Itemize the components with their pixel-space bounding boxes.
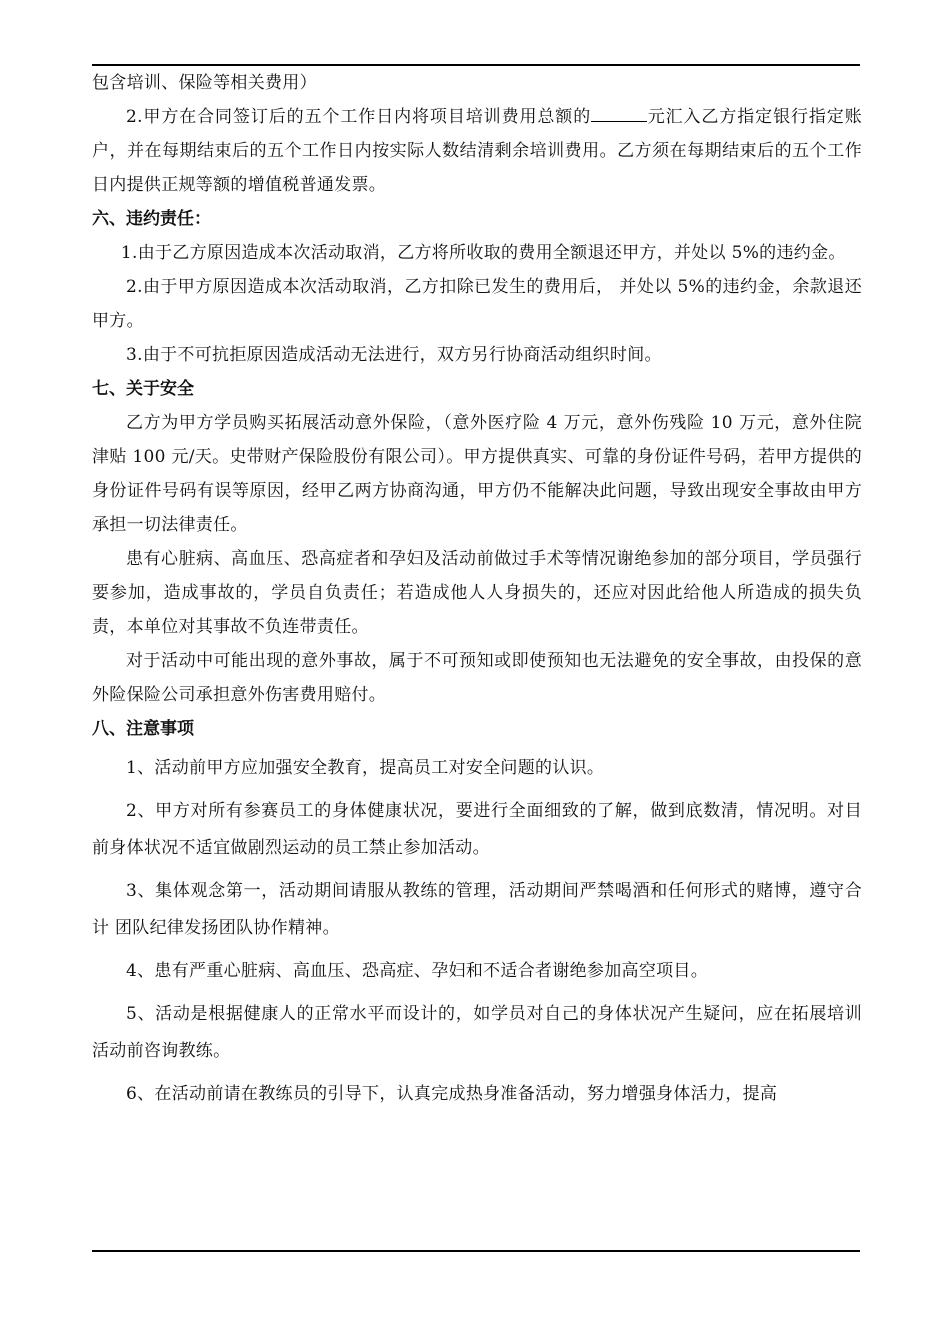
section-8-item: 2、甲方对所有参赛员工的身体健康状况，要进行全面细致的了解，做到底数清，情况明。对目前身体状况不适宜做剧烈运动的员工禁止参加活动。 — [92, 801, 862, 858]
section-8-item: 6、在活动前请在教练员的引导下，认真完成热身准备活动，努力增强身体活力，提高 — [126, 1084, 778, 1104]
section-8-item: 1、活动前甲方应加强安全教育，提高员工对安全问题的认识。 — [126, 758, 605, 778]
payment-clause — [92, 100, 862, 202]
section-7-paragraph: 对于活动中可能出现的意外事故，属于不可预知或即使预知也无法避免的安全事故，由投保的意外险保险公司承担意外伤害费用赔付。 — [92, 651, 862, 705]
section-6-item: 1.由于乙方原因造成本次活动取消，乙方将所收取的费用全额退还甲方，并处以 5%的违约金。 — [120, 243, 846, 263]
intro-line: 包含培训、保险等相关费用） — [92, 73, 317, 93]
amount-blank — [591, 103, 647, 122]
section-8-item: 3、集体观念第一，活动期间请服从教练的管理，活动期间严禁喝酒和任何形式的赌博，遵守合计 团队纪律发扬团队协作精神。 — [92, 881, 862, 938]
section-8-item: 4、患有严重心脏病、高血压、恐高症、孕妇和不适合者谢绝参加高空项目。 — [126, 961, 709, 981]
section-8-item: 5、活动是根据健康人的正常水平而设计的，如学员对自己的身体状况产生疑问，应在拓展培训活动前咨询教练。 — [92, 1004, 862, 1061]
section-6-item: 2.由于甲方原因造成本次活动取消，乙方扣除已发生的费用后， 并处以 5%的违约金，余款退还甲方。 — [92, 277, 862, 331]
section-6-item: 3.由于不可抗拒原因造成活动无法进行，双方另行协商活动组织时间。 — [126, 345, 662, 365]
document-page — [92, 66, 862, 1119]
footer-rule — [92, 1250, 860, 1252]
section-6-title: 六、违约责任： — [92, 209, 211, 229]
section-7-paragraph: 患有心脏病、高血压、恐高症者和孕妇及活动前做过手术等情况谢绝参加的部分项目，学员强行要参加，造成事故的，学员自负责任；若造成他人人身损失的，还应对因此给他人所造成的损失负责，本单位对其事故不负连带责任。 — [92, 549, 862, 637]
section-8-title: 八、注意事项 — [92, 719, 194, 739]
payment-text-before: 2.甲方在合同签订后的五个工作日内将项目培训费用总额的 — [126, 107, 592, 127]
section-8 — [92, 712, 862, 1113]
section-7-title: 七、关于安全 — [92, 379, 194, 399]
section-7-paragraph: 乙方为甲方学员购买拓展活动意外保险，（意外医疗险 4 万元，意外伤残险 10 万元，意外住院津贴 100 元/天。史带财产保险股份有限公司）。甲方提供真实、可靠的身份证件号码，若甲方提供的身份证件号码有误等原因，经甲乙两方协商沟通，甲方仍不能解决此问题，导致出现安全事故由甲方承担一切法律责任。 — [92, 413, 862, 535]
payment-text-after: 元汇入乙方指定银行指定账户，并在每期结束后的五个工作日内按实际人数结清剩余培训费用。乙方须在每期结束后的五个工作日内提供正规等额的增值税普通发票。 — [92, 107, 862, 195]
